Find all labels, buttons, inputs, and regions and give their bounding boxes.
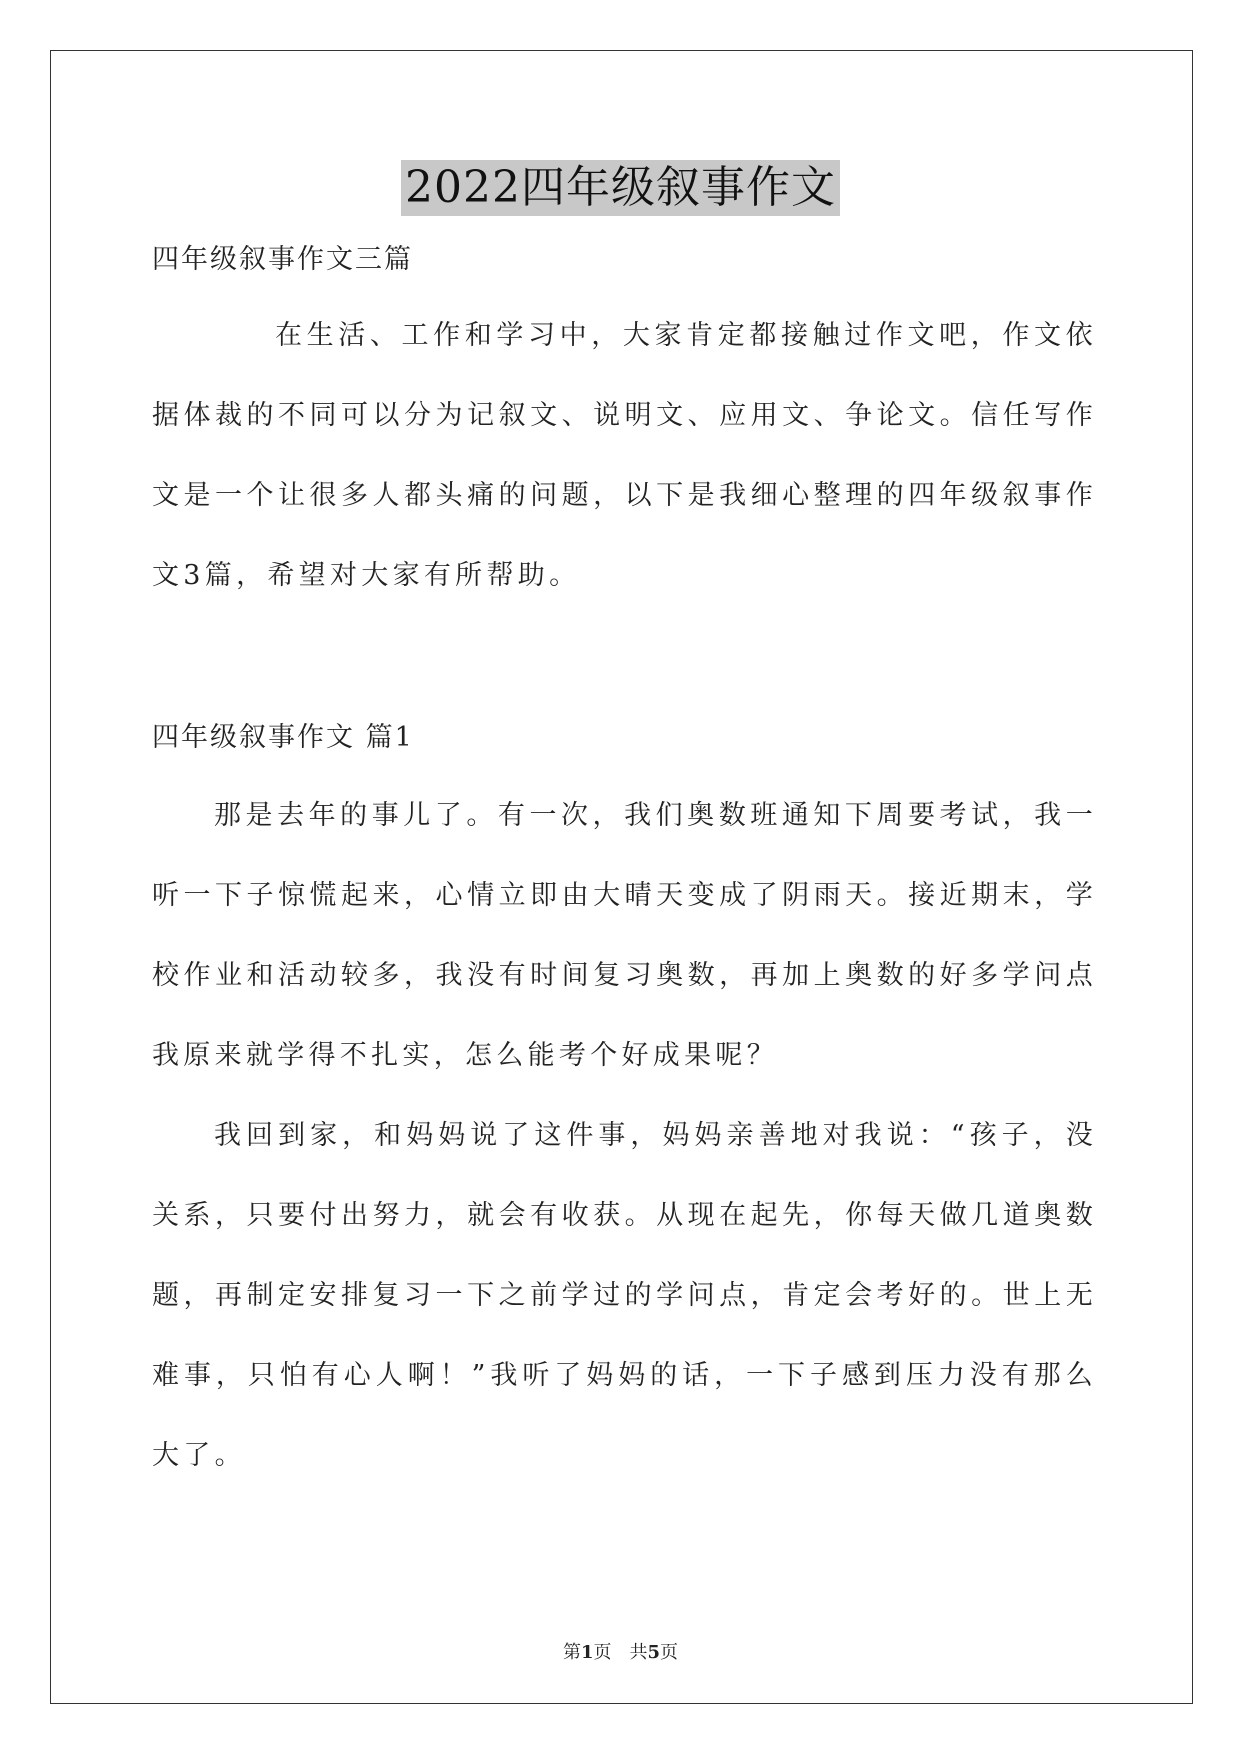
footer-prefix: 第 — [562, 1642, 581, 1663]
intro-paragraph: 在生活、工作和学习中，大家肯定都接触过作文吧，作文依据体裁的不同可以分为记叙文、说明文、应用文、争论文。信任写作文是一个让很多人都头痛的问题，以下是我细心整理的四年级叙事作文3篇，希望对大家有所帮助。 — [152, 320, 1097, 591]
document-title: 2022四年级叙事作文 — [401, 160, 840, 216]
body-paragraph-1: 那是去年的事儿了。有一次，我们奥数班通知下周要考试，我一听一下子惊慌起来，心情立即由大晴天变成了阴雨天。接近期末，学校作业和活动较多，我没有时间复习奥数，再加上奥数的好多学问点我原来就学得不扎实，怎么能考个好成果呢？ — [152, 800, 1097, 1071]
page-footer — [0, 1638, 1241, 1664]
footer-middle: 页 共 — [593, 1642, 648, 1663]
body-paragraph-2: 我回到家，和妈妈说了这件事，妈妈亲善地对我说：“孩子，没关系，只要付出努力，就会有收获。从现在起先，你每天做几道奥数题，再制定安排复习一下之前学过的学问点，肯定会考好的。世上无难事，只怕有心人啊！”我听了妈妈的话，一下子感到压力没有那么大了。 — [152, 1120, 1097, 1471]
total-pages-number: 5 — [647, 1642, 661, 1663]
document-body — [152, 232, 1097, 1496]
current-page-number: 1 — [580, 1642, 594, 1663]
document-subtitle: 四年级叙事作文三篇 — [152, 244, 413, 275]
footer-suffix: 页 — [660, 1642, 679, 1663]
title-area — [0, 160, 1241, 216]
section-heading: 四年级叙事作文 篇1 — [152, 722, 414, 753]
